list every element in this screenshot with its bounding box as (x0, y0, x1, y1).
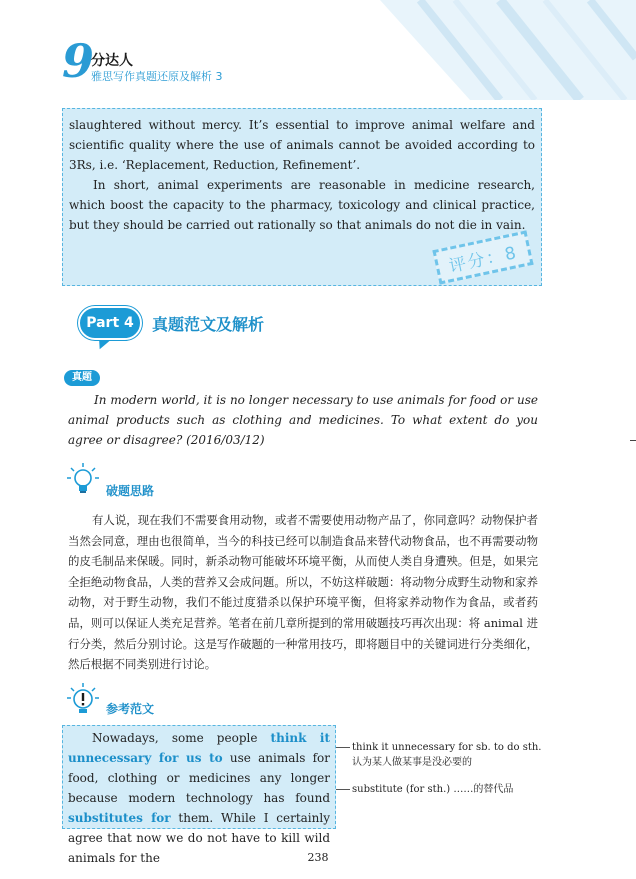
sample-text-1: Nowadays, some people (92, 731, 271, 745)
analysis-text: 有人说，现在我们不需要食用动物，或者不需要使用动物产品了，你同意吗？动物保护者当然会同意，理由也很简单，当今的科技已经可以制造食品来替代动物食品，也不再需要动物的皮毛制品来保暖。同时，新杀动物可能破坏环境平衡，从而使人类自身遭殃。但是，如果完全拒绝动物食品，人类的营养又会成问题。所以，不妨这样破题：将动物分成野生动物和家养动物，对于野生动物，我们不能过度猎杀以保护环境平衡，但将家养动物作为食品，或者药品，则可以保证人类充足营养。笔者在前几章所提到的常用破题技巧再次出现：将 animal 进行分类，然后分别讨论。这是写作破题的一种常用技巧，即将题目中的关键词进行分类细化，然后根据不同类别进行讨论。 (68, 513, 538, 672)
sample-paragraph (68, 728, 330, 868)
exclamation-bubble-icon (66, 682, 100, 716)
book-subtitle: 雅思写作真题还原及解析 3 (91, 70, 223, 83)
vocab-note-1: think it unnecessary for sb. to do sth. 认为某人做某事是没必要的 (352, 742, 542, 768)
essay-paragraph-1: slaughtered without mercy. It’s essential to improve animal welfare and scientific quality where the use of animals cannot be avoided according to 3Rs, i.e. ‘Replacement, Reduction, Refinement’. (69, 118, 535, 172)
book-title: 分达人 (91, 53, 133, 69)
note-connector-2 (336, 789, 350, 790)
part-title: 真题范文及解析 (152, 315, 265, 334)
logo-number: 9 (62, 34, 95, 88)
page-number: 238 (307, 851, 329, 864)
margin-tick (630, 440, 636, 441)
sample-text-3: them. While I certainly agree that now we do not have to kill wild animals for the (68, 811, 330, 865)
sample-title: 参考范文 (106, 702, 155, 716)
score-stamp: 评分：8 (433, 230, 534, 284)
vocab-note-2: substitute (for sth.) ……的替代品 (352, 784, 514, 795)
lightbulb-icon (66, 462, 100, 496)
highlight-phrase-2: substitutes for (68, 811, 171, 825)
part-label: Part 4 (78, 306, 142, 340)
sample-text-2: use animals for food, clothing or medicines any longer because modern technology has found (68, 751, 330, 805)
essay-box (62, 108, 542, 286)
essay-paragraph-2: In short, animal experiments are reasonable in medicine research, which boost the capacity to the pharmacy, toxicology and clinical practice, but they should be carried out rationally so that animals do not die in vain. (69, 178, 535, 232)
highlight-phrase-1: think it unnecessary for us to (68, 731, 330, 765)
note-connector-1 (336, 747, 350, 748)
analysis-title: 破题思路 (106, 484, 155, 498)
question-text: In modern world, it is no longer necessary to use animals for food or use animal products such as clothing and medicines. To what extent do you agree or disagree? (2016/03/12) (68, 393, 538, 447)
question-label: 真题 (64, 370, 100, 386)
